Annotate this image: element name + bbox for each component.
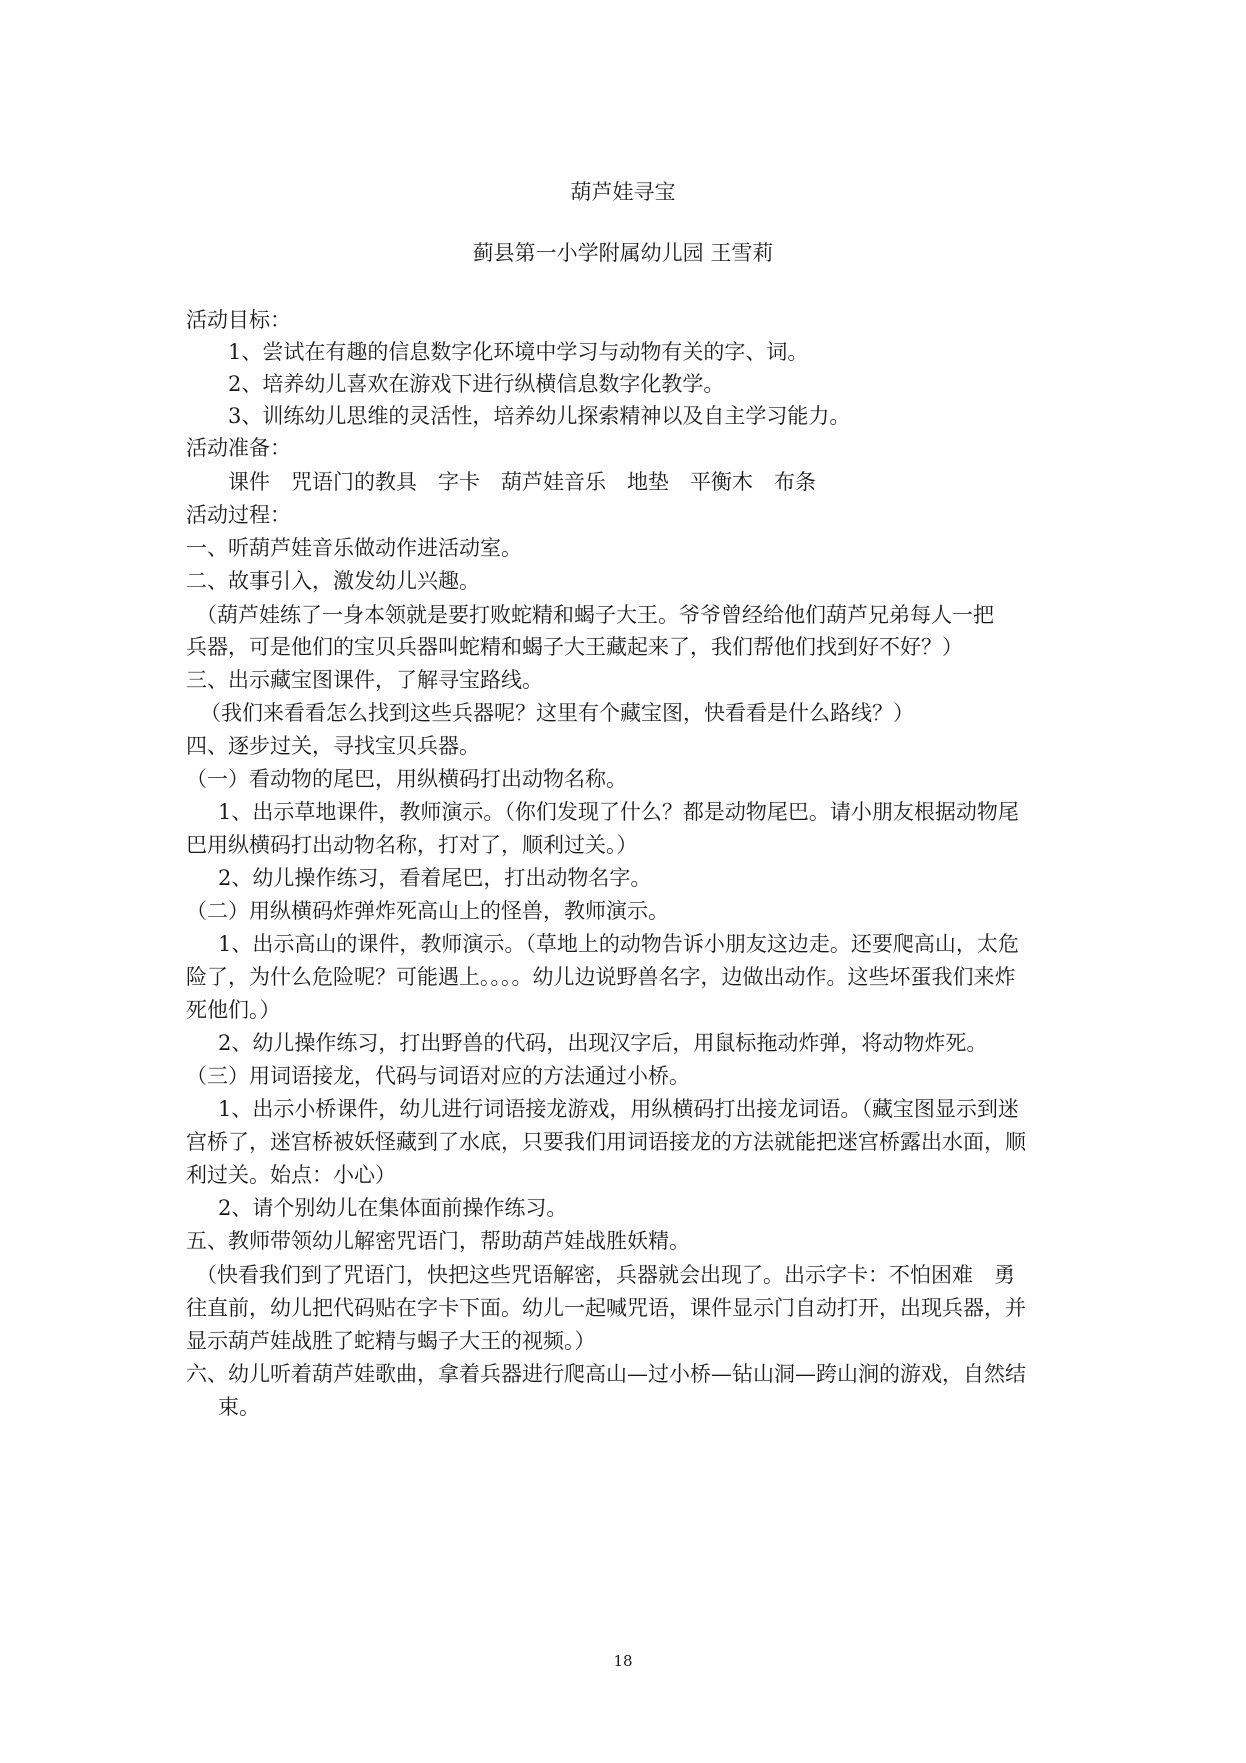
paragraph-line: 1、出示草地课件，教师演示。（你们发现了什么？都是动物尾巴。请小朋友根据动物尾 [218, 800, 1019, 824]
step-heading: 一、听葫芦娃音乐做动作进活动室。 [186, 536, 522, 560]
paragraph-line: 显示葫芦娃战胜了蛇精与蝎子大王的视频。） [186, 1329, 596, 1353]
document-title: 葫芦娃寻宝 [570, 180, 676, 204]
paragraph-line: 1、出示高山的课件，教师演示。（草地上的动物告诉小朋友这边走。还要爬高山，太危 [218, 932, 1019, 956]
paragraph-line: 2、请个别幼儿在集体面前操作练习。 [218, 1196, 568, 1220]
goal-item: 3、训练幼儿思维的灵活性，培养幼儿探索精神以及自主学习能力。 [228, 404, 851, 428]
step-heading: 二、故事引入，激发幼儿兴趣。 [186, 569, 480, 593]
paragraph-line: 险了，为什么危险呢？可能遇上。。。。幼儿边说野兽名字，边做出动作。这些坏蛋我们来炸 [186, 965, 1016, 989]
paragraph-line: 兵器，可是他们的宝贝兵器叫蛇精和蝎子大王藏起来了，我们帮他们找到好不好？） [186, 635, 963, 659]
sub-heading: （一）看动物的尾巴，用纵横码打出动物名称。 [186, 767, 627, 791]
paragraph-line: 2、幼儿操作练习，打出野兽的代码，出现汉字后，用鼠标拖动炸弹，将动物炸死。 [218, 1031, 988, 1055]
paragraph-line: 宫桥了，迷宫桥被妖怪藏到了水底，只要我们用词语接龙的方法就能把迷宫桥露出水面，顺 [186, 1130, 1026, 1154]
paragraph-line: 1、出示小桥课件，幼儿进行词语接龙游戏，用纵横码打出接龙词语。（藏宝图显示到迷 [218, 1097, 1019, 1121]
goal-item: 1、尝试在有趣的信息数字化环境中学习与动物有关的字、词。 [228, 340, 809, 364]
paragraph-line: （快看我们到了咒语门，快把这些咒语解密，兵器就会出现了。出示字卡：不怕困难 勇 [196, 1263, 1015, 1287]
paragraph-line: 2、幼儿操作练习，看着尾巴，打出动物名字。 [218, 866, 652, 890]
step-heading: 五、教师带领幼儿解密咒语门，帮助葫芦娃战胜妖精。 [186, 1229, 690, 1253]
paragraph-line: 利过关。始点：小心） [186, 1163, 396, 1187]
goal-item: 2、培养幼儿喜欢在游戏下进行纵横信息数字化教学。 [228, 372, 725, 396]
prep-heading: 活动准备： [186, 436, 291, 460]
prep-items: 课件 咒语门的教具 字卡 葫芦娃音乐 地垫 平衡木 布条 [228, 470, 816, 494]
step-heading: 六、幼儿听着葫芦娃歌曲，拿着兵器进行爬高山—过小桥—钻山洞—跨山涧的游戏，自然结 [186, 1362, 1026, 1386]
paragraph-line: （我们来看看怎么找到这些兵器呢？这里有个藏宝图，快看看是什么路线？） [200, 701, 914, 725]
process-heading: 活动过程： [186, 503, 291, 527]
paragraph-line: （葫芦娃练了一身本领就是要打败蛇精和蝎子大王。爷爷曾经给他们葫芦兄弟每人一把 [196, 603, 994, 627]
author-line: 蓟县第一小学附属幼儿园 王雪莉 [472, 241, 774, 265]
paragraph-line: 往直前，幼儿把代码贴在字卡下面。幼儿一起喊咒语，课件显示门自动打开，出现兵器，并 [186, 1296, 1026, 1320]
paragraph-line: 巴用纵横码打出动物名称，打对了，顺利过关。） [186, 833, 638, 857]
goals-heading: 活动目标： [186, 308, 291, 332]
step-heading: 三、出示藏宝图课件，了解寻宝路线。 [186, 668, 543, 692]
step-heading: 四、逐步过关，寻找宝贝兵器。 [186, 734, 480, 758]
sub-heading: （二）用纵横码炸弹炸死高山上的怪兽，教师演示。 [186, 899, 669, 923]
paragraph-line: 死他们。） [186, 998, 281, 1022]
sub-heading: （三）用词语接龙，代码与词语对应的方法通过小桥。 [186, 1064, 690, 1088]
page-number: 18 [613, 1652, 633, 1670]
paragraph-line: 束。 [218, 1395, 260, 1419]
